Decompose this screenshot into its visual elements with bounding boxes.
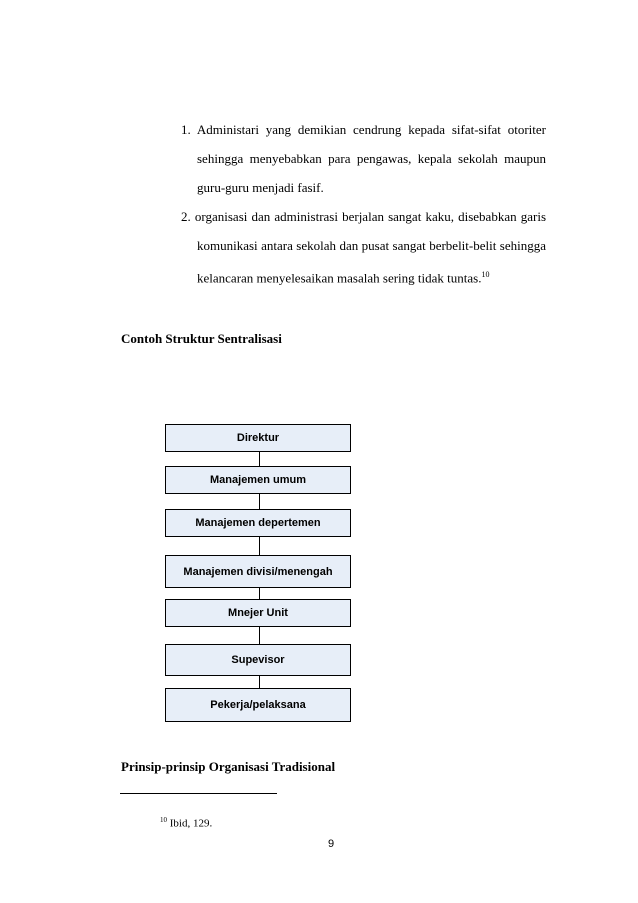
connector (259, 493, 260, 509)
list-item-2-line-1: 2. organisasi dan administrasi berjalan sangat kaku, disebabkan garis (181, 209, 546, 224)
list-item-1-line-3: guru-guru menjadi fasif. (197, 180, 324, 195)
list-item-1-line-1: 1. Administari yang demikian cendrung kepada sifat-sifat otoriter (181, 122, 546, 137)
connector (259, 537, 260, 555)
org-box-manajemen-depertemen: Manajemen depertemen (165, 509, 351, 537)
org-box-supevisor: Supevisor (165, 644, 351, 676)
numbered-list (181, 120, 546, 294)
connector (259, 452, 260, 466)
org-box-direktur: Direktur (165, 424, 351, 452)
list-item-1 (181, 120, 546, 207)
list-item-2-line-2: komunikasi antara sekolah dan pusat sangat berbelit-belit sehingga (197, 238, 546, 253)
list-item-1-line-2: sehingga menyebabkan para pengawas, kepala sekolah maupun (197, 151, 546, 166)
org-box-pekerja: Pekerja/pelaksana (165, 688, 351, 722)
connector (259, 588, 260, 599)
list-item-2-line-3-text: kelancaran menyelesaikan masalah sering tidak tuntas. (197, 270, 482, 286)
connector (259, 627, 260, 644)
principles-heading: Prinsip-prinsip Organisasi Tradisional (121, 759, 336, 774)
footnote (160, 816, 212, 830)
connector (259, 676, 260, 688)
structure-heading: Contoh Struktur Sentralisasi (121, 331, 282, 346)
org-box-manajemen-umum: Manajemen umum (165, 466, 351, 494)
list-item-2 (181, 207, 546, 294)
footnote-number: 10 (160, 816, 167, 824)
org-box-mnejer-unit: Mnejer Unit (165, 599, 351, 627)
footnote-reference[interactable]: 10 (481, 270, 490, 279)
page-number: 9 (328, 838, 335, 850)
footnote-text: Ibid, 129. (169, 817, 213, 830)
list-item-2-line-3 (197, 265, 546, 294)
footnote-separator (120, 793, 277, 794)
org-box-manajemen-divisi: Manajemen divisi/menengah (165, 555, 351, 588)
